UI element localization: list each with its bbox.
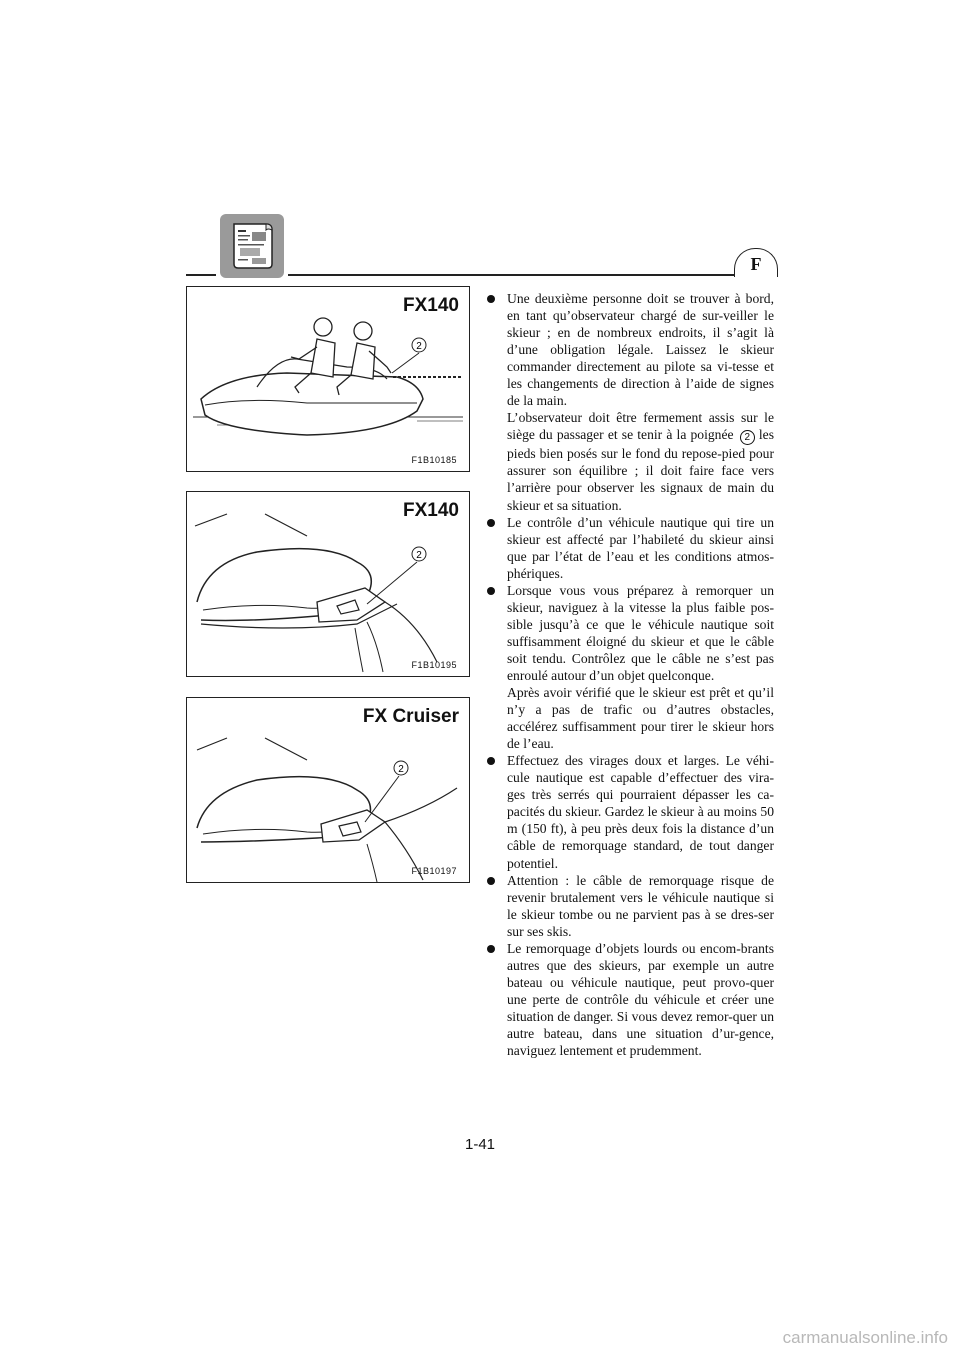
figure-code: F1B10197 bbox=[411, 866, 457, 876]
paragraph-text: L’observateur doit être fermement assis sur le siège du passager et se tenir à la poignée bbox=[507, 410, 774, 443]
figure-fx-cruiser-grip bbox=[186, 697, 470, 883]
bullet-icon bbox=[487, 295, 495, 303]
watermark: carmanualsonline.info bbox=[782, 1328, 948, 1347]
bullet-text: Lorsque vous vous préparez à remorquer un skieur, naviguez à la vitesse la plus faible pos-sible jusqu’à ce que le véhicule nautique soit suffisamment éloigné du skieur et que le câble soit tendu. Contrôlez que le câble ne s’est pas enroulé autour d’un objet quelconque. bbox=[507, 582, 774, 683]
list-item bbox=[482, 514, 774, 582]
list-item bbox=[482, 752, 774, 871]
list-item bbox=[482, 872, 774, 940]
callout-reference: 2 bbox=[740, 430, 755, 445]
bullet-text: Attention : le câble de remorquage risque de revenir brutalement vers le véhicule nautique si le skieur tombe ou ne parvient pas à se dres-ser sur ses skis. bbox=[507, 872, 774, 939]
bullet-icon bbox=[487, 519, 495, 527]
list-item-continuation bbox=[482, 409, 774, 513]
manual-book-icon bbox=[220, 214, 284, 278]
header-rule-right bbox=[288, 274, 776, 276]
figure-fx140-observer bbox=[186, 286, 470, 472]
list-item-continuation bbox=[482, 684, 774, 752]
callout-number: 2 bbox=[416, 550, 422, 561]
language-badge: F bbox=[734, 248, 778, 277]
bullet-text: Une deuxième personne doit se trouver à bord, en tant qu’observateur chargé de sur-veiller le skieur ; en de nombreux endroits, il s’agit là d’une obligation légale. Laissez le skieur commander directement au pilote sa vi-tesse et les changements de direction à l’aide de signes de la main. bbox=[507, 291, 774, 409]
instructions-column bbox=[482, 290, 774, 1059]
list-item bbox=[482, 940, 774, 1059]
figure-code: F1B10185 bbox=[411, 455, 457, 465]
figure-title: FX140 bbox=[403, 295, 459, 316]
bullet-icon bbox=[487, 877, 495, 885]
paragraph-text: les pieds bien posés sur le fond du repose-pied pour assurer son équilibre ; il doit faire face vers l’arrière pour observer les signaux de main du skieur et sa situation. bbox=[507, 427, 774, 513]
page-number: 1-41 bbox=[464, 1136, 496, 1153]
list-item bbox=[482, 290, 774, 409]
bullet-text: Effectuez des virages doux et larges. Le véhi-cule nautique est capable d’effectuer des vira-ges très serrés qui pourraient dépasser les ca-pacités du skieur. Gardez le skieur à au moins 50 m (150 ft), à peu près deux fois la distance d’un câble de remorquage standard, de tout danger potentiel. bbox=[507, 753, 774, 871]
header-rule-left bbox=[186, 274, 216, 276]
figure-title: FX Cruiser bbox=[362, 706, 459, 727]
bullet-text: Le remorquage d’objets lourds ou encom-brants autres que des skieurs, par exemple un autre bateau ou véhicule nautique, peut provo-quer une perte de contrôle du véhicule et créer une situation de danger. Si vous devez remor-quer un autre bateau, dans une situation d’ur-gence, naviguez lentement et prudemment. bbox=[507, 940, 774, 1059]
figure-title: FX140 bbox=[403, 500, 459, 521]
figure-code: F1B10195 bbox=[411, 660, 457, 670]
paragraph-text: Après avoir vérifié que le skieur est prêt et qu’il n’y a pas de trafic ou d’autres obstacles, accélérez suffisamment pour tirer le skieur hors de l’eau. bbox=[507, 685, 774, 752]
list-item bbox=[482, 582, 774, 684]
bullet-icon bbox=[487, 757, 495, 765]
callout-number: 2 bbox=[398, 764, 404, 775]
bullet-icon bbox=[487, 945, 495, 953]
bullet-icon bbox=[487, 587, 495, 595]
figure-fx140-grip bbox=[186, 491, 470, 677]
callout-number: 2 bbox=[416, 341, 422, 352]
bullet-text: Le contrôle d’un véhicule nautique qui tire un skieur est affecté par l’habileté du skieur ainsi que par l’état de l’eau et les conditions atmos-phériques. bbox=[507, 514, 774, 581]
